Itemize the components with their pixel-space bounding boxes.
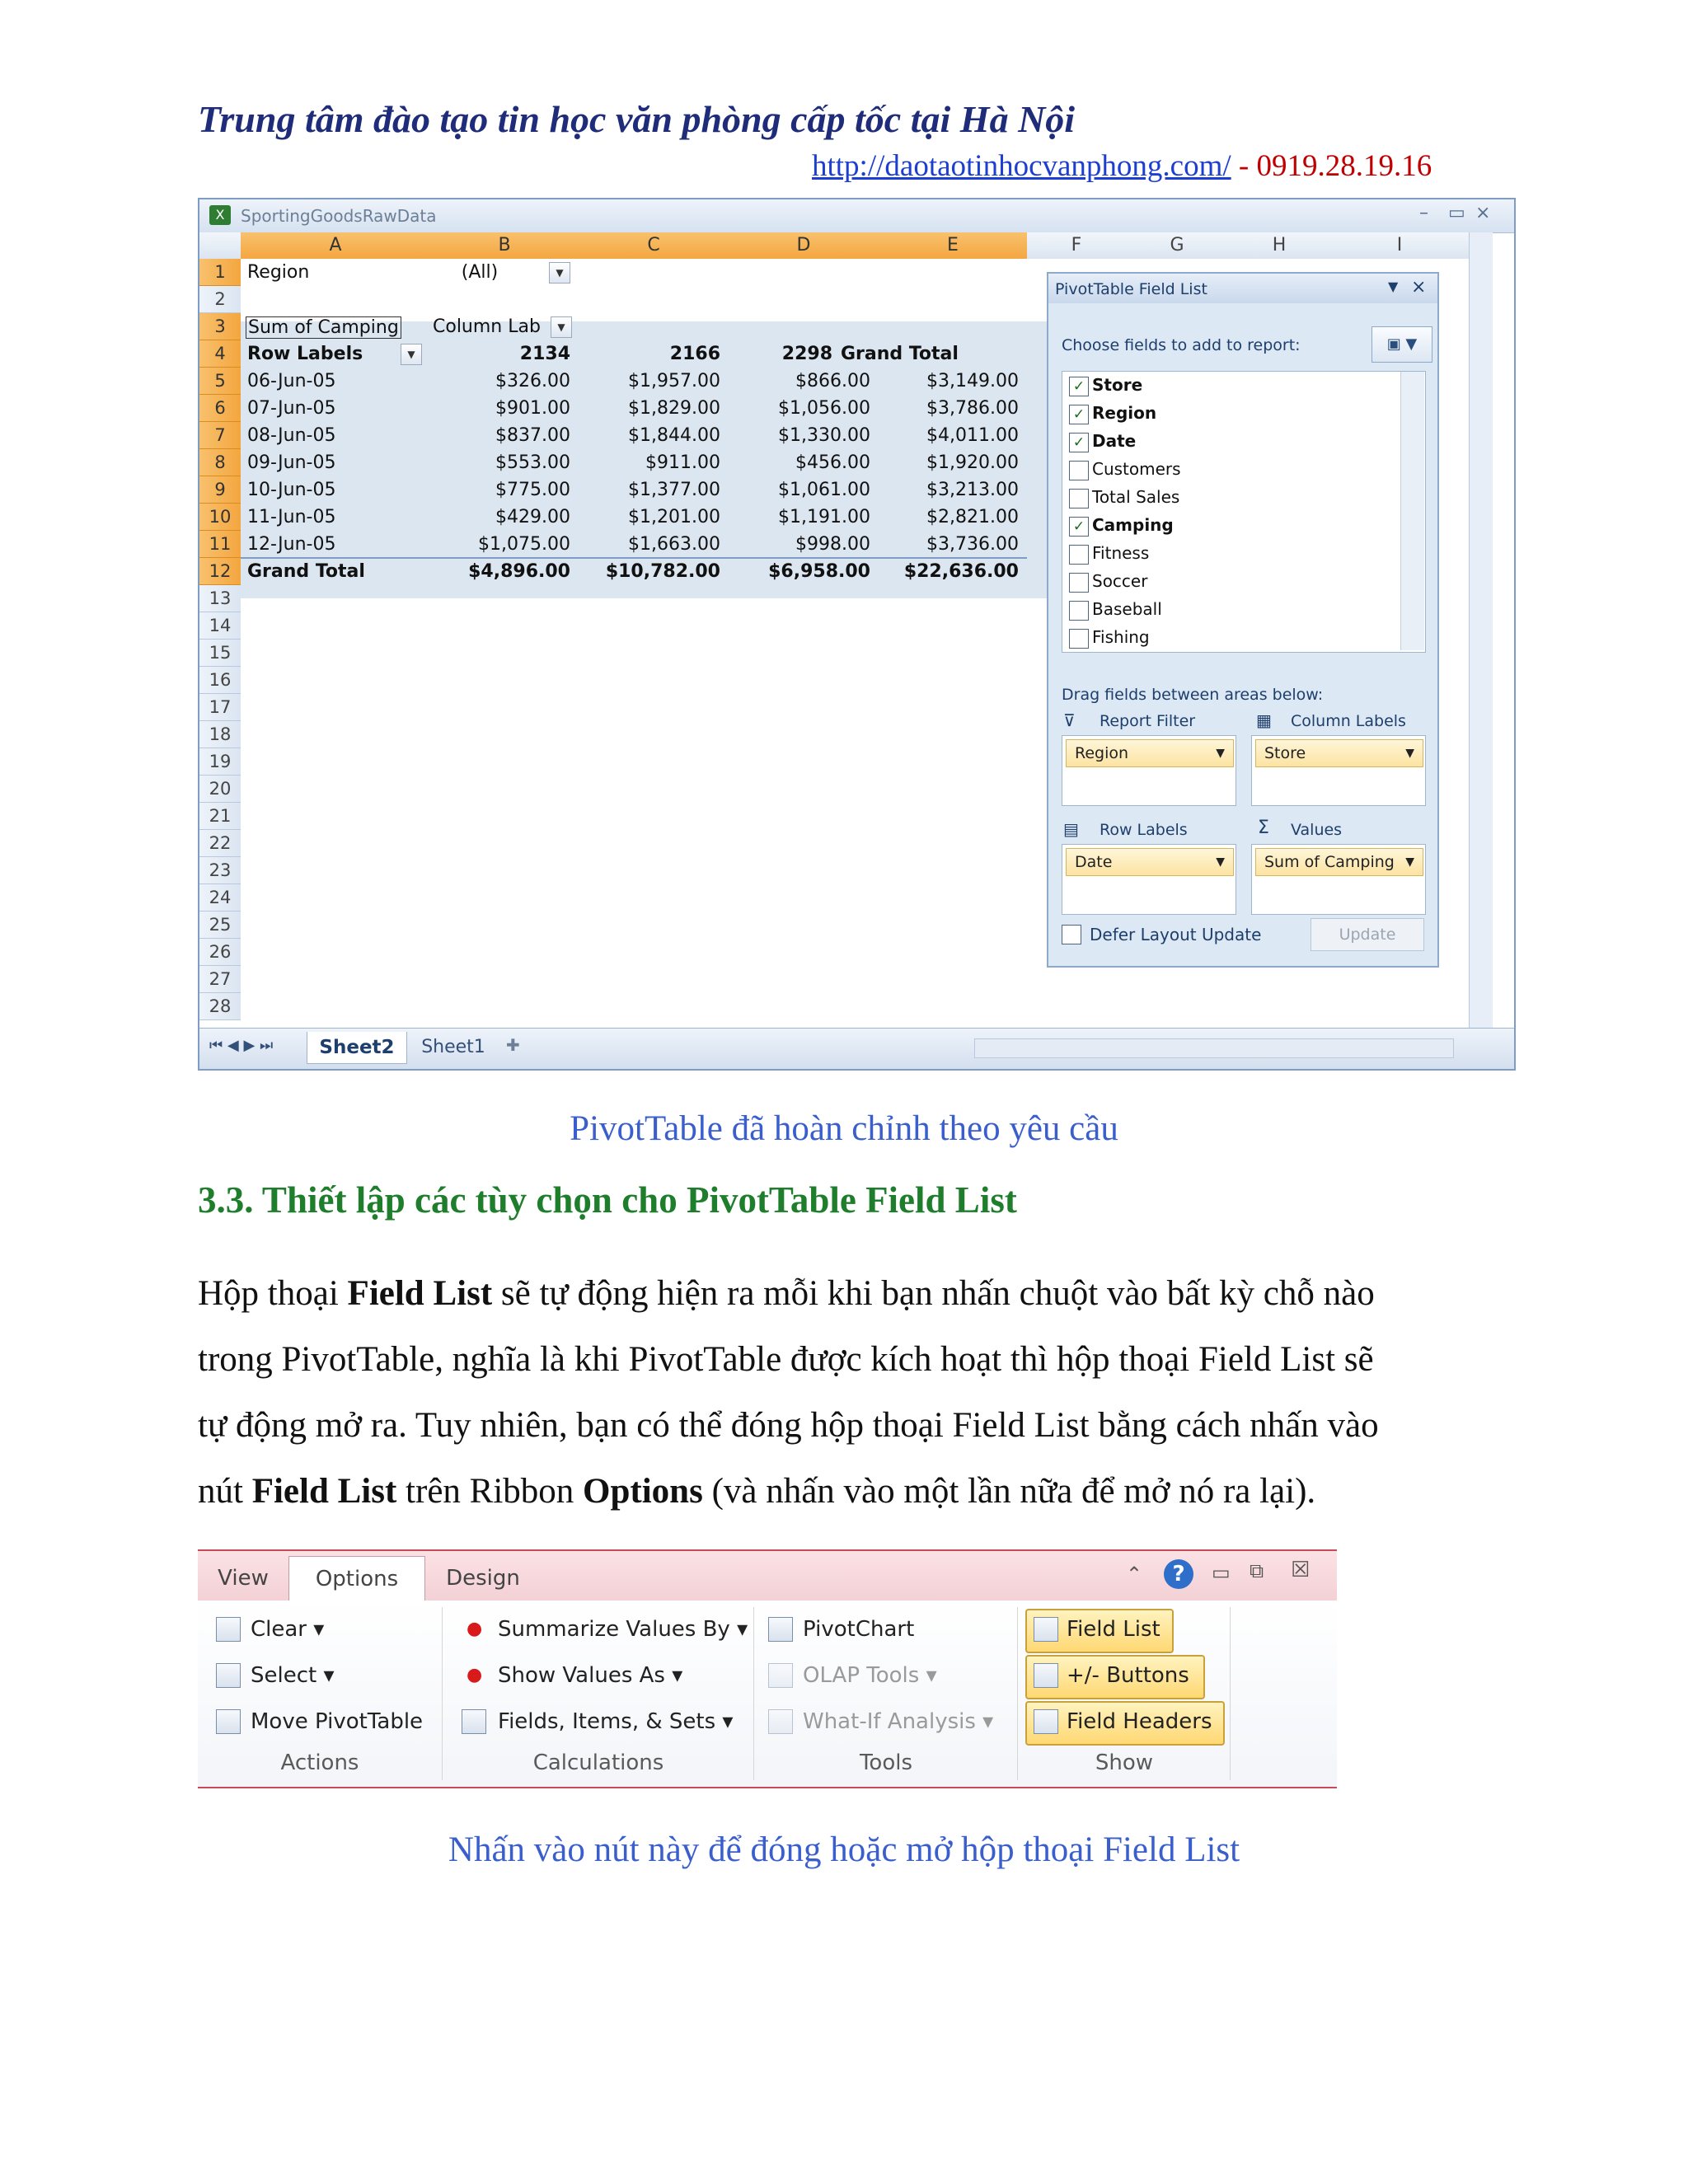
row-date: 10-Jun-05 xyxy=(247,480,336,500)
paragraph-line-2: trong PivotTable, nghĩa là khi PivotTable được kích hoạt thì hộp thoại Field List sẽ xyxy=(198,1340,1374,1379)
sheet-tab-bar xyxy=(199,1028,1514,1070)
table-cell: $1,056.00 xyxy=(778,398,870,419)
pivotchart-button[interactable]: PivotChart xyxy=(803,1617,915,1642)
column-header-a[interactable]: A xyxy=(241,232,431,259)
column-header-i[interactable]: I xyxy=(1330,232,1470,259)
update-button[interactable]: Update xyxy=(1311,918,1424,951)
row-labels-item[interactable]: Date ▼ xyxy=(1066,848,1234,876)
field-checkbox-customers[interactable] xyxy=(1069,461,1089,480)
show-values-as-icon: ● xyxy=(467,1665,483,1685)
column-labels-item[interactable]: Store ▼ xyxy=(1255,739,1423,767)
row-header[interactable]: 8 xyxy=(199,449,241,476)
sheet-horizontal-scrollbar[interactable] xyxy=(974,1038,1454,1058)
field-list-scrollbar[interactable] xyxy=(1400,372,1424,650)
group-separator xyxy=(442,1607,443,1780)
section-heading: 3.3. Thiết lập các tùy chọn cho PivotTable Field List xyxy=(198,1179,1017,1221)
row-header[interactable]: 27 xyxy=(199,966,241,993)
table-cell: $775.00 xyxy=(495,480,570,500)
filter-dropdown-icon[interactable]: ▼ xyxy=(549,262,570,284)
table-cell: $1,201.00 xyxy=(628,507,720,527)
table-cell: $1,844.00 xyxy=(628,425,720,446)
restore-icon[interactable]: ⧉ xyxy=(1250,1559,1264,1582)
choose-fields-label: Choose fields to add to report: xyxy=(1062,336,1301,354)
what-if-analysis-button[interactable]: What-If Analysis ▾ xyxy=(803,1709,994,1734)
table-cell: $837.00 xyxy=(495,425,570,446)
report-filter-item[interactable]: Region ▼ xyxy=(1066,739,1234,767)
field-name: Customers xyxy=(1092,459,1181,479)
store-header: 2134 xyxy=(519,344,570,364)
excel-icon: X xyxy=(209,205,231,225)
help-icon[interactable]: ? xyxy=(1164,1559,1193,1589)
clear-button[interactable]: Clear ▾ xyxy=(251,1617,325,1642)
report-filter-area[interactable] xyxy=(1062,735,1236,806)
field-checkbox-fishing[interactable] xyxy=(1069,629,1089,649)
tab-options[interactable]: Options xyxy=(288,1556,425,1603)
tab-design[interactable]: Design xyxy=(446,1566,520,1591)
what-if-analysis-icon xyxy=(768,1709,793,1734)
move-pivottable-icon xyxy=(216,1709,241,1734)
grand-total-header: Grand Total xyxy=(841,344,959,364)
insert-sheet-icon[interactable]: ✚ xyxy=(506,1035,520,1055)
column-header-f[interactable]: F xyxy=(1027,232,1127,259)
summarize-values-by-button[interactable]: Summarize Values By ▾ xyxy=(498,1617,748,1642)
pivottable-field-list-panel xyxy=(1047,272,1439,968)
table-cell: $1,663.00 xyxy=(628,534,720,555)
row-labels-area-label: Row Labels xyxy=(1100,821,1188,839)
row-header[interactable]: 16 xyxy=(199,667,241,694)
row-header[interactable]: 26 xyxy=(199,939,241,966)
row-date: 06-Jun-05 xyxy=(247,371,336,391)
table-cell: $1,957.00 xyxy=(628,371,720,391)
table-cell: $1,191.00 xyxy=(778,507,870,527)
row-header[interactable]: 1 xyxy=(199,259,241,286)
field-headers-label: Field Headers xyxy=(1067,1709,1212,1734)
field-name: Soccer xyxy=(1092,571,1148,591)
sheet-vertical-scrollbar[interactable] xyxy=(1469,232,1493,1028)
row-header[interactable]: 20 xyxy=(199,776,241,803)
row-header[interactable]: 5 xyxy=(199,368,241,395)
close-icon[interactable]: ☒ xyxy=(1291,1558,1311,1582)
table-cell: $2,821.00 xyxy=(926,507,1019,527)
column-header-d[interactable]: D xyxy=(729,232,879,259)
row-header[interactable]: 25 xyxy=(199,912,241,939)
header-phone: - 0919.28.19.16 xyxy=(1231,149,1432,183)
workbook-title: SportingGoodsRawData xyxy=(241,206,437,226)
group-label-calculations: Calculations xyxy=(532,1750,664,1775)
row-header[interactable]: 22 xyxy=(199,830,241,857)
table-cell: $3,213.00 xyxy=(926,480,1019,500)
column-header-h[interactable]: H xyxy=(1228,232,1331,259)
row-header[interactable]: 14 xyxy=(199,612,241,640)
table-cell: $456.00 xyxy=(795,452,870,473)
column-labels-area[interactable] xyxy=(1251,735,1426,806)
row-header[interactable]: 7 xyxy=(199,422,241,449)
table-cell: $866.00 xyxy=(795,371,870,391)
row-header[interactable]: 24 xyxy=(199,884,241,912)
field-name: Total Sales xyxy=(1092,487,1180,507)
plus-minus-buttons-label: +/- Buttons xyxy=(1067,1663,1189,1688)
group-separator xyxy=(1230,1607,1231,1780)
table-cell: $3,736.00 xyxy=(926,534,1019,555)
field-list-title: PivotTable Field List xyxy=(1055,280,1207,298)
values-item[interactable]: Sum of Camping ▼ xyxy=(1255,848,1423,876)
ribbon-screenshot xyxy=(198,1549,1337,1788)
header-title: Trung tâm đào tạo tin học văn phòng cấp tốc tại Hà Nội xyxy=(198,98,1076,140)
column-labels-header: Column Lab xyxy=(433,316,541,337)
defer-layout-label: Defer Layout Update xyxy=(1090,925,1262,944)
row-header[interactable]: 10 xyxy=(199,504,241,531)
group-separator xyxy=(1017,1607,1018,1780)
table-cell: $553.00 xyxy=(495,452,570,473)
table-cell: $1,075.00 xyxy=(478,534,570,555)
paragraph-line-1: Hộp thoại Field List sẽ tự động hiện ra mỗi khi bạn nhấn chuột vào bất kỳ chỗ nào xyxy=(198,1274,1375,1313)
ribbon-collapse-icon[interactable]: ⌃ xyxy=(1126,1563,1143,1586)
field-headers-icon xyxy=(1034,1709,1058,1734)
paragraph-line-4: nút Field List trên Ribbon Options (và nhấn vào một lần nữa để mở nó ra lại). xyxy=(198,1472,1316,1511)
row-labels-area[interactable] xyxy=(1062,844,1236,915)
row-labels-icon: ▤ xyxy=(1063,819,1079,839)
figure-caption-1: PivotTable đã hoàn chỉnh theo yêu cầu xyxy=(570,1109,1118,1148)
olap-tools-icon xyxy=(768,1663,793,1688)
column-header-g[interactable]: G xyxy=(1126,232,1229,259)
field-checkbox-baseball[interactable] xyxy=(1069,601,1089,621)
table-cell: $326.00 xyxy=(495,371,570,391)
table-cell: $429.00 xyxy=(495,507,570,527)
defer-layout-checkbox[interactable] xyxy=(1062,925,1081,944)
field-layout-button[interactable]: ▣ ▼ xyxy=(1372,326,1432,363)
column-header-b[interactable]: B xyxy=(430,232,579,259)
table-cell: $911.00 xyxy=(645,452,720,473)
field-list-icon xyxy=(1034,1617,1058,1642)
row-header[interactable]: 2 xyxy=(199,286,241,313)
field-list-close-icon[interactable]: × xyxy=(1411,277,1427,298)
grand-total-divider xyxy=(241,557,1027,559)
fields-items-sets-icon xyxy=(462,1709,486,1734)
row-date: 12-Jun-05 xyxy=(247,534,336,555)
table-cell: $3,149.00 xyxy=(926,371,1019,391)
table-cell: $1,829.00 xyxy=(628,398,720,419)
row-date: 09-Jun-05 xyxy=(247,452,336,473)
sheet-tab-sheet2[interactable]: Sheet2 xyxy=(307,1032,407,1064)
close-icon[interactable]: × xyxy=(1475,203,1491,223)
field-checkbox-region[interactable]: ✓ xyxy=(1069,405,1089,424)
field-name: Camping xyxy=(1092,515,1174,535)
filter-value[interactable]: (All) xyxy=(430,262,529,283)
table-cell: $1,920.00 xyxy=(926,452,1019,473)
restore-icon[interactable]: ▭ xyxy=(1448,203,1465,223)
values-label: Values xyxy=(1291,821,1343,839)
field-name: Fishing xyxy=(1092,627,1150,647)
row-header[interactable]: 19 xyxy=(199,748,241,776)
pivotchart-icon xyxy=(768,1617,793,1642)
store-header: 2298 xyxy=(781,344,832,364)
clear-icon xyxy=(216,1617,241,1642)
show-values-as-button[interactable]: Show Values As ▾ xyxy=(498,1663,683,1688)
table-cell: $4,011.00 xyxy=(926,425,1019,446)
move-pivottable-button[interactable]: Move PivotTable xyxy=(251,1709,424,1734)
column-header-e[interactable]: E xyxy=(879,232,1028,259)
report-filter-label: Report Filter xyxy=(1100,712,1196,730)
row-date: 11-Jun-05 xyxy=(247,507,336,527)
table-cell: $998.00 xyxy=(795,534,870,555)
minimize-icon[interactable]: ▭ xyxy=(1212,1561,1231,1584)
sheet-tab-sheet1[interactable]: Sheet1 xyxy=(421,1037,485,1057)
group-label-tools: Tools xyxy=(859,1750,913,1775)
table-cell: $22,636.00 xyxy=(903,561,1019,582)
table-cell: $1,061.00 xyxy=(778,480,870,500)
field-list-box xyxy=(1062,371,1426,653)
row-header[interactable]: 6 xyxy=(199,395,241,422)
header-url-link[interactable]: http://daotaotinhocvanphong.com/ xyxy=(812,149,1231,183)
row-header[interactable]: 11 xyxy=(199,531,241,558)
tab-view[interactable]: View xyxy=(218,1566,269,1591)
table-cell: $3,786.00 xyxy=(926,398,1019,419)
field-checkbox-camping[interactable]: ✓ xyxy=(1069,517,1089,537)
filter-label: Region xyxy=(247,262,310,283)
field-checkbox-fitness[interactable] xyxy=(1069,545,1089,565)
figure-caption-2: Nhấn vào nút này để đóng hoặc mở hộp thoại Field List xyxy=(448,1830,1240,1869)
row-header[interactable]: 28 xyxy=(199,993,241,1020)
row-header[interactable]: 21 xyxy=(199,803,241,830)
excel-screenshot xyxy=(198,198,1516,1071)
group-separator xyxy=(753,1607,754,1780)
row-header[interactable]: 23 xyxy=(199,857,241,884)
values-area[interactable] xyxy=(1251,844,1426,915)
table-cell: $4,896.00 xyxy=(468,561,570,582)
row-header[interactable]: 3 xyxy=(199,313,241,340)
field-checkbox-total-sales[interactable] xyxy=(1069,489,1089,509)
select-button[interactable]: Select ▾ xyxy=(251,1663,335,1688)
field-name: Baseball xyxy=(1092,599,1162,619)
field-name: Fitness xyxy=(1092,543,1150,563)
row-header[interactable]: 4 xyxy=(199,340,241,368)
column-labels-dropdown-icon[interactable]: ▼ xyxy=(551,316,572,338)
select-icon xyxy=(216,1663,241,1688)
table-cell: $1,377.00 xyxy=(628,480,720,500)
column-labels-label: Column Labels xyxy=(1291,712,1406,730)
table-cell: $10,782.00 xyxy=(605,561,720,582)
select-all-corner[interactable] xyxy=(199,232,241,259)
grand-total-label: Grand Total xyxy=(247,561,365,582)
store-header: 2166 xyxy=(669,344,720,364)
group-label-show: Show xyxy=(1095,1750,1154,1775)
sum-of-camping-label: Sum of Camping xyxy=(246,316,401,339)
row-date: 07-Jun-05 xyxy=(247,398,336,419)
sigma-icon: Σ xyxy=(1258,818,1269,838)
row-labels-header: Row Labels xyxy=(247,344,363,364)
workbook-title-bar xyxy=(199,199,1514,233)
table-cell: $901.00 xyxy=(495,398,570,419)
paragraph-line-3: tự động mở ra. Tuy nhiên, bạn có thể đóng hộp thoại Field List bằng cách nhấn vào xyxy=(198,1406,1379,1445)
field-name: Date xyxy=(1092,431,1137,451)
drag-fields-label: Drag fields between areas below: xyxy=(1062,686,1324,704)
column-labels-icon: ▦ xyxy=(1256,710,1272,730)
table-cell: $1,330.00 xyxy=(778,425,870,446)
table-cell: $6,958.00 xyxy=(768,561,870,582)
row-header[interactable]: 15 xyxy=(199,640,241,667)
plus-minus-icon xyxy=(1034,1663,1058,1688)
summarize-values-icon: ● xyxy=(467,1619,483,1639)
field-list-label: Field List xyxy=(1067,1617,1160,1642)
field-name: Store xyxy=(1092,375,1143,395)
field-checkbox-store[interactable]: ✓ xyxy=(1069,377,1089,396)
row-header[interactable]: 18 xyxy=(199,721,241,748)
field-name: Region xyxy=(1092,403,1157,423)
row-labels-dropdown-icon[interactable]: ▼ xyxy=(401,344,422,365)
row-header[interactable]: 13 xyxy=(199,585,241,612)
group-label-actions: Actions xyxy=(280,1750,359,1775)
column-header-c[interactable]: C xyxy=(579,232,729,259)
field-checkbox-soccer[interactable] xyxy=(1069,573,1089,593)
fields-items-sets-button[interactable]: Fields, Items, & Sets ▾ xyxy=(498,1709,734,1734)
olap-tools-button[interactable]: OLAP Tools ▾ xyxy=(803,1663,937,1688)
field-list-menu-icon[interactable]: ▼ xyxy=(1388,279,1399,294)
row-header[interactable]: 9 xyxy=(199,476,241,504)
report-filter-icon: ⊽ xyxy=(1063,710,1076,730)
row-header[interactable]: 17 xyxy=(199,694,241,721)
header-contact xyxy=(812,148,1432,184)
field-checkbox-date[interactable]: ✓ xyxy=(1069,433,1089,452)
minimize-icon[interactable]: – xyxy=(1419,203,1428,223)
row-header[interactable]: 12 xyxy=(199,558,241,585)
row-date: 08-Jun-05 xyxy=(247,425,336,446)
sheet-nav-icons[interactable]: ⏮ ◀ ▶ ⏭ xyxy=(209,1037,274,1054)
